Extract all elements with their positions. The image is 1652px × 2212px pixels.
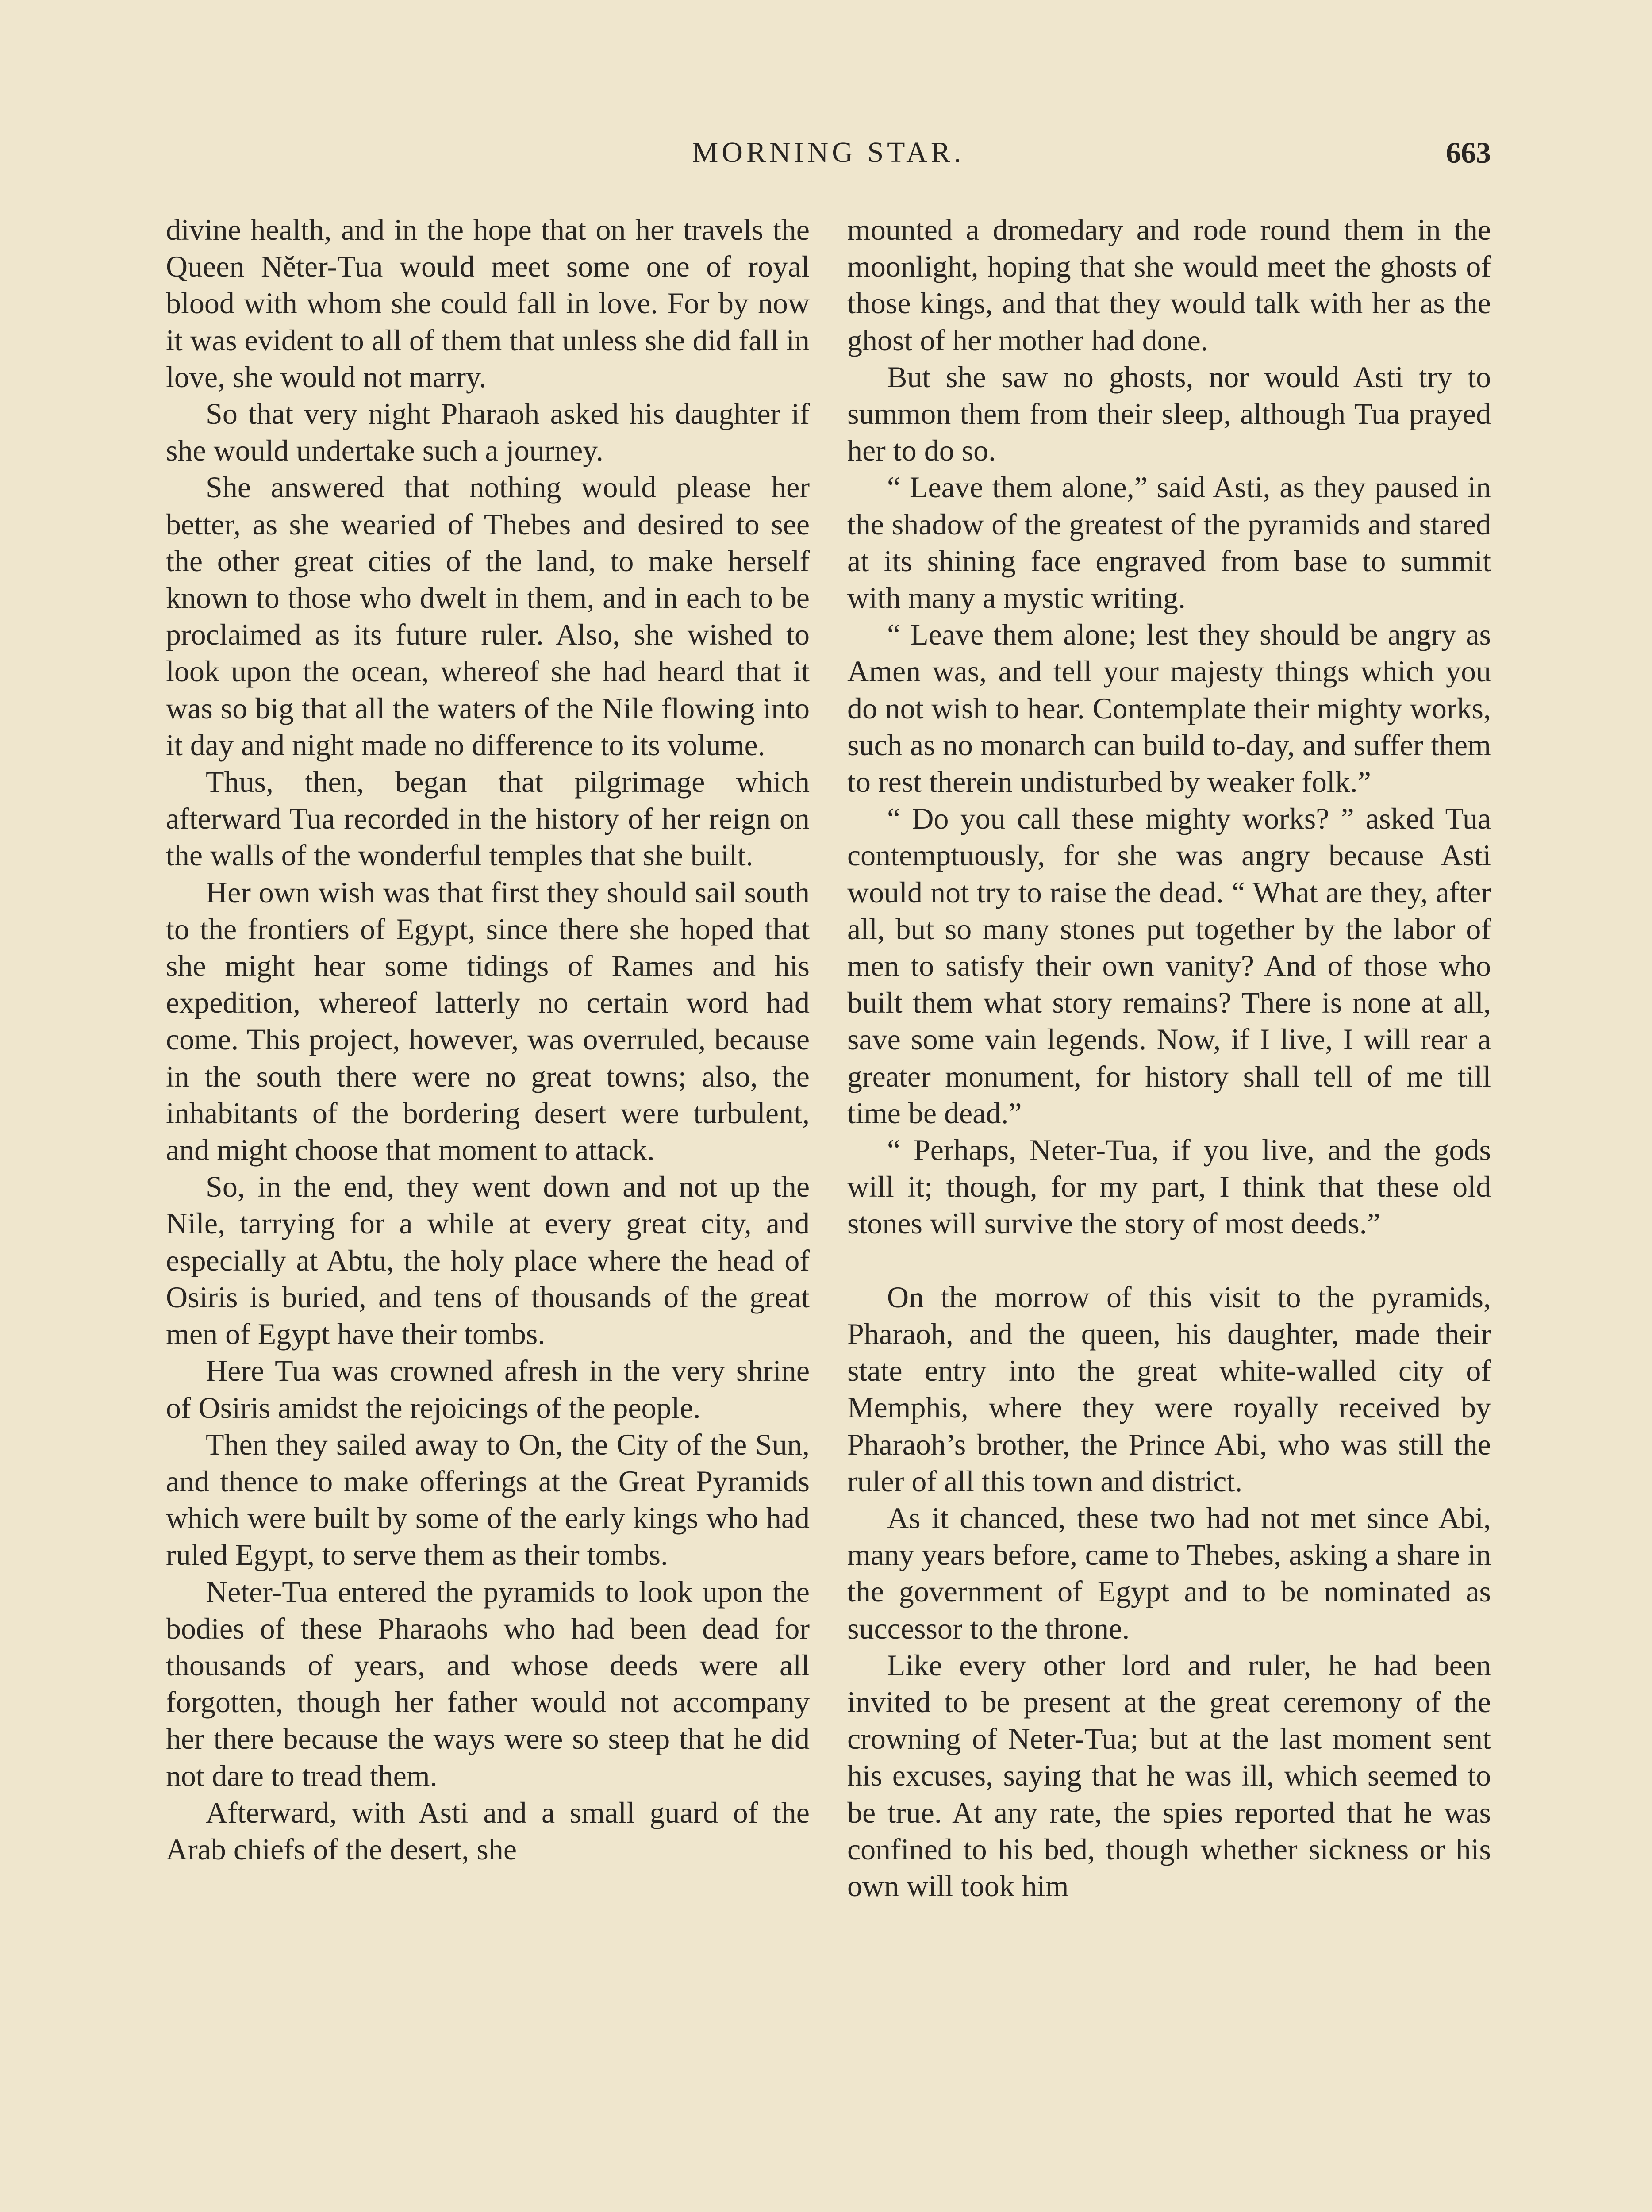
paragraph: Her own wish was that first they should sail south to the frontiers of Egypt, since there she hoped that she might hear some tidings of Rames and his expedition, whereof latterly no certain word had come. This project, however, was overruled, because in the south there were no great towns; also, the inhabitants of the bordering desert were turbulent, and might choose that moment to attack. (166, 875, 810, 1167)
paragraph: divine health, and in the hope that on her travels the Queen Nĕter-Tua would meet some one of royal blood with whom she could fall in love. For by now it was evident to all of them that unless she did fall in love, she would not marry. (166, 213, 810, 394)
paragraph: Here Tua was crowned afresh in the very shrine of Osiris amidst the rejoicings of the people. (166, 1354, 810, 1425)
paragraph: So that very night Pharaoh asked his daughter if she would undertake such a journey. (166, 397, 810, 468)
paragraph: Thus, then, began that pilgrimage which afterward Tua recorded in the history of her reign on the walls of the wonderful temples that she built. (166, 765, 810, 872)
paragraph: She answered that nothing would please her better, as she wearied of Thebes and desired to see the other great cities of the land, to make herself known to those who dwelt in them, and in each to be proclaimed as its future ruler. Also, she wished to look upon the ocean, whereof she had heard that it was so big that all the waters of the Nile flowing into it day and night made no difference to its volume. (166, 470, 810, 762)
running-title: MORNING STAR. (692, 136, 965, 169)
paragraph: Like every other lord and ruler, he had been invited to be present at the great ceremony of the crowning of Neter-Tua; but at the last moment sent his excuses, saying that he was ill, which seemed to be true. At any rate, the spies reported that he was confined to his bed, though whether sickness or his own will took him (847, 1648, 1491, 1903)
paragraph: As it chanced, these two had not met since Abi, many years before, came to Thebes, asking a share in the government of Egypt and to be nominated as successor to the throne. (847, 1501, 1491, 1645)
paragraph: “ Leave them alone,” said Asti, as they paused in the shadow of the greatest of the pyramids and stared at its shining face engraved from base to summit with many a mystic writing. (847, 470, 1491, 615)
paragraph: So, in the end, they went down and not up the Nile, tarrying for a while at every great city, and especially at Abtu, the holy place where the head of Osiris is buried, and tens of thousands of the great men of Egypt have their tombs. (166, 1170, 810, 1351)
paragraph: On the morrow of this visit to the pyramids, Pharaoh, and the queen, his daughter, made their state entry into the great white-walled city of Memphis, where they were royally received by Pharaoh’s brother, the Prince Abi, who was still the ruler of all this town and district. (847, 1280, 1491, 1498)
page-number: 663 (1446, 136, 1491, 169)
paragraph: But she saw no ghosts, nor would Asti try to summon them from their sleep, although Tua prayed her to do so. (847, 360, 1491, 468)
paragraph: mounted a dromedary and rode round them in the moonlight, hoping that she would meet the ghosts of those kings, and that they would talk with her as the ghost of her mother had done. (847, 213, 1491, 357)
paragraph: Neter-Tua entered the pyramids to look upon the bodies of these Pharaohs who had been dead for thousands of years, and whose deeds were all forgotten, though her father would not accompany her there because the ways were so steep that he did not dare to tread them. (166, 1575, 810, 1793)
paragraph: Then they sailed away to On, the City of the Sun, and thence to make offerings at the Great Pyramids which were built by some of the early kings who had ruled Egypt, to serve them as their tombs. (166, 1427, 810, 1572)
right-column (847, 211, 1491, 1905)
paragraph: “ Leave them alone; lest they should be angry as Amen was, and tell your majesty things which you do not wish to hear. Contemplate their mighty works, such as no monarch can build to-day, and suffer them to rest therein undisturbed by weaker folk.” (847, 618, 1491, 799)
paragraph: “ Perhaps, Neter-Tua, if you live, and the gods will it; though, for my part, I think that these old stones will survive the story of most deeds.” (847, 1133, 1491, 1240)
page-header (166, 133, 1491, 181)
paragraph: Afterward, with Asti and a small guard of the Arab chiefs of the desert, she (166, 1795, 810, 1866)
paragraph: “ Do you call these mighty works? ” asked Tua contemptuously, for she was angry because Asti would not try to raise the dead. “ What are they, after all, but so many stones put together by the labor of men to satisfy their own vanity? And of those who built them what story remains? There is none at all, save some vain legends. Now, if I live, I will rear a greater monument, for history shall tell of me till time be dead.” (847, 802, 1491, 1130)
left-column (166, 211, 810, 1868)
